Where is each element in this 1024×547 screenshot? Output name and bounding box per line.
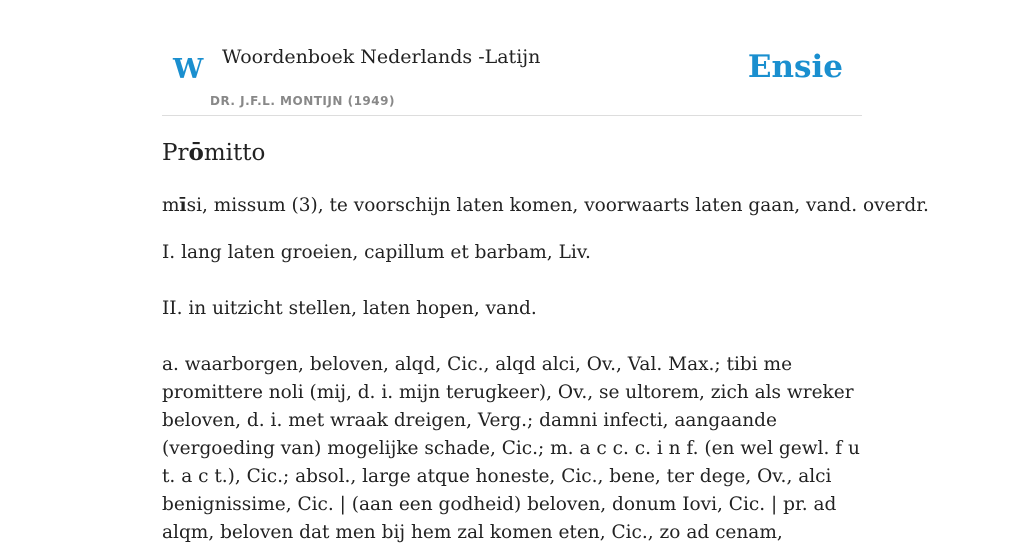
headword-suffix: mitto bbox=[203, 140, 266, 166]
headword-prefix: Pr bbox=[162, 140, 189, 166]
dictionary-title-link[interactable]: Woordenboek Nederlands -Latijn bbox=[222, 46, 541, 68]
sense-a: a. waarborgen, beloven, alqd, Cic., alqd alci, Ov., Val. Max.; tibi me promittere noli (mij, d. i. mijn terugkeer), Ov., se ultorem, zich als wreker beloven, d. i. met wraak dreigen, Verg.; damni infecti, aangaande (vergoeding van) mogelijke schade, Cic.; m. a c c. c. i n f. (en wel gewl. f u t. a c t.), Cic.; absol., large atque honeste, Cic., bene, ter dege, Ov., alci benignissime, Cic. | (aan een godheid) beloven, donum Iovi, Cic. | pr. ad alqm, beloven dat men bij hem zal komen eten, Cic., zo ad cenam, bbox=[162, 354, 860, 543]
headword-macron: ō bbox=[188, 139, 204, 166]
entry-intro bbox=[162, 192, 929, 220]
sense-1: I. lang laten groeien, capillum et barbam, Liv. bbox=[162, 242, 591, 263]
dictionary-logo-icon[interactable]: W bbox=[173, 54, 204, 85]
dictionary-header bbox=[162, 40, 862, 116]
intro-prefix: m bbox=[162, 195, 180, 216]
sense-2: II. in uitzicht stellen, laten hopen, vand. bbox=[162, 298, 537, 319]
intro-macron: ī bbox=[179, 195, 187, 216]
entry-headword bbox=[162, 139, 265, 166]
entry-body bbox=[162, 192, 929, 547]
ensie-logo[interactable]: Ensie bbox=[747, 49, 843, 85]
dictionary-author: DR. J.F.L. MONTIJN (1949) bbox=[210, 94, 395, 108]
intro-rest: si, missum (3), te voorschijn laten komen, voorwaarts laten gaan, vand. overdr. bbox=[186, 195, 929, 216]
